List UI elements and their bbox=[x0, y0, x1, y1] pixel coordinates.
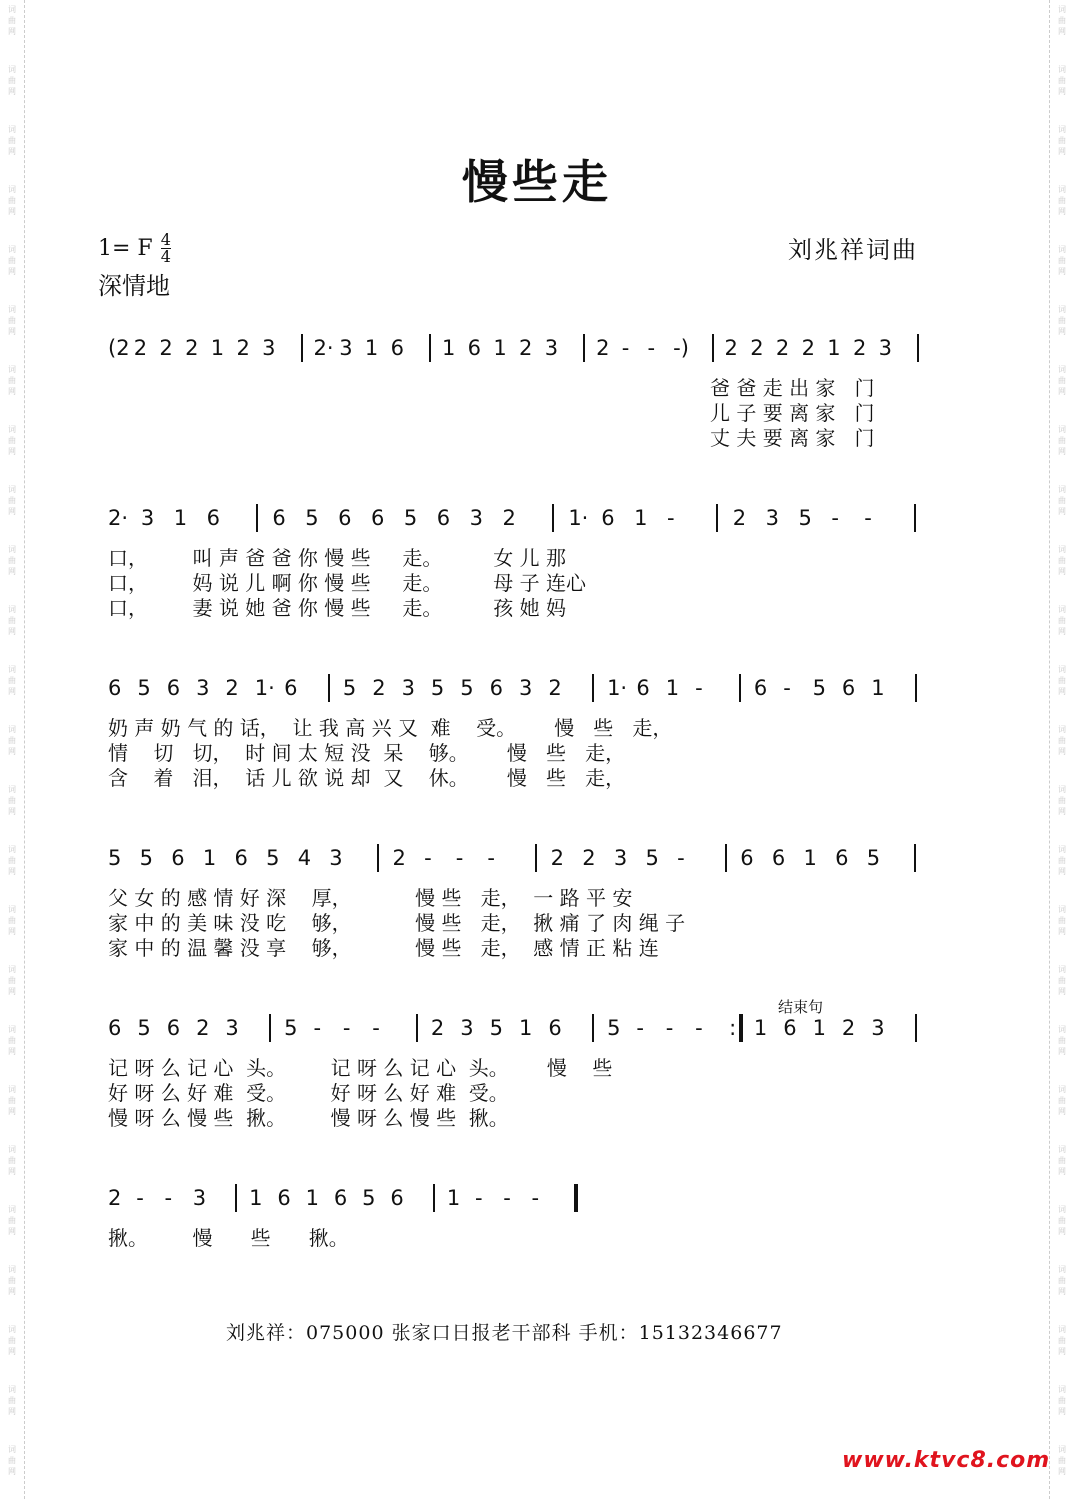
note: 3 bbox=[519, 676, 533, 700]
notes-line bbox=[100, 1010, 940, 1050]
note: 1 bbox=[249, 1186, 263, 1210]
note: 6 bbox=[234, 846, 248, 870]
note: 2 bbox=[550, 846, 564, 870]
note: 6 bbox=[601, 506, 615, 530]
note: 6 bbox=[166, 676, 181, 700]
watermark-text: 词 曲 网 bbox=[1058, 1025, 1066, 1056]
watermark-text: 词 曲 网 bbox=[8, 245, 16, 276]
time-signature bbox=[161, 232, 171, 265]
note: 2 bbox=[196, 1016, 210, 1040]
note: 1· bbox=[607, 676, 628, 700]
note: 5 bbox=[812, 676, 826, 700]
lyrics-block bbox=[100, 882, 940, 960]
note: 3 bbox=[871, 1016, 885, 1040]
note: 5 bbox=[403, 506, 418, 530]
note: 5 bbox=[798, 506, 812, 530]
watermark-text: 词 曲 网 bbox=[8, 5, 16, 36]
note: 2 bbox=[430, 1016, 445, 1040]
note: 2 bbox=[841, 1016, 856, 1040]
right-watermark-strip bbox=[1049, 0, 1074, 1499]
watermark-text: 词 曲 网 bbox=[1058, 1145, 1066, 1176]
note: - bbox=[695, 1016, 703, 1040]
note: - bbox=[531, 1186, 540, 1210]
bar-line bbox=[301, 334, 303, 362]
lyric-line: 爸 爸 走 出 家 门 bbox=[710, 376, 875, 400]
watermark-text: 词 曲 网 bbox=[8, 545, 16, 576]
lyric-line: 揪。 慢 些 揪。 bbox=[108, 1226, 349, 1250]
bar-line bbox=[416, 1014, 418, 1042]
note: 1 bbox=[519, 1016, 533, 1040]
key-label: 1= F bbox=[98, 236, 153, 261]
bar-line bbox=[716, 504, 718, 532]
note: 2 bbox=[732, 506, 747, 530]
note: 3 bbox=[140, 506, 155, 530]
note: 5 bbox=[489, 1016, 504, 1040]
bar-line bbox=[235, 1184, 237, 1212]
note: - bbox=[864, 506, 872, 530]
watermark-text: 词 曲 网 bbox=[1058, 725, 1066, 756]
note: 1 bbox=[446, 1186, 461, 1210]
note: 1 bbox=[827, 336, 841, 360]
lyrics-block bbox=[100, 542, 940, 620]
note: - bbox=[342, 1016, 351, 1040]
note: 1 bbox=[202, 846, 217, 870]
note: 5 bbox=[139, 846, 153, 870]
note: 2 bbox=[724, 336, 738, 360]
note: 3 bbox=[878, 336, 892, 360]
lyric-line: 好 呀 么 好 难 受。 好 呀 么 好 难 受。 bbox=[108, 1081, 509, 1105]
note: 1· bbox=[254, 676, 275, 700]
note: - bbox=[487, 846, 495, 870]
lyrics-block bbox=[100, 1052, 940, 1130]
bar-line bbox=[552, 504, 554, 532]
note: 3 bbox=[339, 336, 353, 360]
watermark-text: 词 曲 网 bbox=[8, 305, 16, 336]
repeat-sign: : bbox=[729, 1016, 737, 1040]
note: 5 bbox=[866, 846, 881, 870]
lyrics-block bbox=[100, 712, 940, 790]
note: 1 bbox=[753, 1016, 768, 1040]
note: 2 bbox=[548, 676, 562, 700]
note: 6 bbox=[489, 676, 504, 700]
lyric-line: 口， 妈 说 儿 啊 你 慢 些 走。 母 子 连心 bbox=[108, 571, 587, 595]
note: 3 bbox=[225, 1016, 239, 1040]
page-title: 慢些走 bbox=[462, 155, 612, 209]
note: 2 bbox=[392, 846, 406, 870]
note: 2 bbox=[133, 336, 148, 360]
key-signature bbox=[98, 232, 171, 265]
note: 5 bbox=[645, 846, 659, 870]
bar-line bbox=[592, 1014, 594, 1042]
note: 6 bbox=[467, 336, 481, 360]
note: - bbox=[666, 506, 675, 530]
bar-line bbox=[725, 844, 727, 872]
lyrics-block bbox=[100, 1222, 940, 1250]
note: - bbox=[636, 1016, 644, 1040]
section-label: 结束句 bbox=[778, 998, 824, 1016]
note: 5 bbox=[460, 676, 474, 700]
lyric-line: 含 着 泪， 话 儿 欲 说 却 又 休。 慢 些 走， bbox=[108, 766, 626, 790]
bar-line bbox=[739, 674, 741, 702]
note: 1 bbox=[493, 336, 507, 360]
author-credit: 刘兆祥词曲 bbox=[788, 236, 918, 264]
note: 6 bbox=[841, 676, 856, 700]
footer-contact: 刘兆祥：075000 张家口日报老干部科 手机：15132346677 bbox=[226, 1322, 783, 1344]
note: 6 bbox=[108, 1016, 122, 1040]
note: - bbox=[621, 336, 630, 360]
note: 5 bbox=[137, 1016, 151, 1040]
note: - bbox=[313, 1016, 322, 1040]
note: 6 bbox=[371, 506, 385, 530]
lyric-line: 父 女 的 感 情 好 深 厚， 慢 些 走， 一 路 平 安 bbox=[108, 886, 633, 910]
lyric-line: 记 呀 么 记 心 头。 记 呀 么 记 心 头。 慢 些 bbox=[108, 1056, 613, 1080]
bar-line bbox=[583, 334, 585, 362]
lyric-line: 口， 妻 说 她 爸 你 慢 些 走。 孩 她 妈 bbox=[108, 596, 567, 620]
note: 6 bbox=[171, 846, 185, 870]
note: 2· bbox=[313, 336, 334, 360]
watermark-text: 词 曲 网 bbox=[8, 785, 16, 816]
watermark-text: 词 曲 网 bbox=[8, 1025, 16, 1056]
note: (2 bbox=[108, 336, 130, 360]
note: - bbox=[695, 676, 703, 700]
note: 1 bbox=[210, 336, 225, 360]
left-watermark-strip bbox=[0, 0, 25, 1499]
note: - bbox=[164, 1186, 173, 1210]
lyric-line: 儿 子 要 离 家 门 bbox=[710, 401, 875, 425]
watermark-text: 词 曲 网 bbox=[1058, 425, 1066, 456]
lyric-line: 情 切 切， 时 间 太 短 没 呆 够。 慢 些 走， bbox=[108, 741, 626, 765]
watermark-text: 词 曲 网 bbox=[1058, 665, 1066, 696]
note: 2 bbox=[159, 336, 173, 360]
note: 6 bbox=[206, 506, 220, 530]
watermark-text: 词 曲 网 bbox=[1058, 1385, 1066, 1416]
watermark-text: 词 曲 网 bbox=[1058, 305, 1066, 336]
note: 3 bbox=[196, 676, 210, 700]
note: 6 bbox=[390, 1186, 404, 1210]
site-logo: www.ktvc8.com bbox=[842, 1448, 1051, 1473]
watermark-text: 词 曲 网 bbox=[8, 1085, 16, 1116]
watermark-text: 词 曲 网 bbox=[1058, 545, 1066, 576]
tempo-marking: 深情地 bbox=[98, 272, 170, 300]
watermark-text: 词 曲 网 bbox=[1058, 1445, 1066, 1476]
note: 1 bbox=[634, 506, 648, 530]
note: 2 bbox=[519, 336, 533, 360]
watermark-text: 词 曲 网 bbox=[1058, 1325, 1066, 1356]
note: 6 bbox=[740, 846, 754, 870]
watermark-text: 词 曲 网 bbox=[1058, 605, 1066, 636]
lyric-line: 口， 叫 声 爸 爸 你 慢 些 走。 女 儿 那 bbox=[108, 546, 567, 570]
note: 1 bbox=[364, 336, 379, 360]
watermark-text: 词 曲 网 bbox=[1058, 905, 1066, 936]
watermark-text: 词 曲 网 bbox=[8, 1265, 16, 1296]
bar-line bbox=[256, 504, 258, 532]
watermark-text: 词 曲 网 bbox=[1058, 1085, 1066, 1116]
note: 2 bbox=[596, 336, 610, 360]
bar-line bbox=[592, 674, 594, 702]
bar-line bbox=[712, 334, 714, 362]
note: 3 bbox=[765, 506, 779, 530]
bar-line bbox=[429, 334, 431, 362]
watermark-text: 词 曲 网 bbox=[8, 365, 16, 396]
note: 2 bbox=[372, 676, 386, 700]
watermark-text: 词 曲 网 bbox=[8, 1205, 16, 1236]
note: 6 bbox=[338, 506, 352, 530]
note: 2 bbox=[225, 676, 239, 700]
note: - bbox=[665, 1016, 674, 1040]
note: 2 bbox=[582, 846, 596, 870]
note: - bbox=[647, 336, 656, 360]
note: 1 bbox=[305, 1186, 320, 1210]
note: - bbox=[372, 1016, 380, 1040]
note: 6 bbox=[108, 676, 122, 700]
watermark-text: 词 曲 网 bbox=[8, 665, 16, 696]
watermark-text: 词 曲 网 bbox=[1058, 965, 1066, 996]
watermark-text: 词 曲 网 bbox=[8, 965, 16, 996]
note: 5 bbox=[430, 676, 445, 700]
note: 6 bbox=[783, 1016, 797, 1040]
bar-line bbox=[915, 674, 917, 702]
watermark-text: 词 曲 网 bbox=[8, 1445, 16, 1476]
note: 6 bbox=[390, 336, 404, 360]
watermark-text: 词 曲 网 bbox=[8, 905, 16, 936]
lyric-line: 丈 夫 要 离 家 门 bbox=[710, 426, 875, 450]
time-sig-bottom: 4 bbox=[160, 247, 171, 266]
note: - bbox=[424, 846, 432, 870]
note: 6 bbox=[277, 1186, 291, 1210]
watermark-text: 词 曲 网 bbox=[1058, 65, 1066, 96]
note: 6 bbox=[272, 506, 286, 530]
bar-line bbox=[917, 334, 919, 362]
note: - bbox=[677, 846, 685, 870]
note: 6 bbox=[771, 846, 786, 870]
note: 3 bbox=[329, 846, 343, 870]
note: 1 bbox=[812, 1016, 826, 1040]
note: 4 bbox=[297, 846, 312, 870]
note: 5 bbox=[284, 1016, 298, 1040]
note: 1· bbox=[568, 506, 589, 530]
lyric-line: 慢 呀 么 慢 些 揪。 慢 呀 么 慢 些 揪。 bbox=[108, 1106, 509, 1130]
note: 1 bbox=[803, 846, 817, 870]
watermark-text: 词 曲 网 bbox=[8, 1385, 16, 1416]
bar-line bbox=[739, 1014, 743, 1042]
note: 6 bbox=[166, 1016, 181, 1040]
watermark-text: 词 曲 网 bbox=[1058, 185, 1066, 216]
note: 5 bbox=[362, 1186, 376, 1210]
watermark-text: 词 曲 网 bbox=[8, 845, 16, 876]
note: 6 bbox=[333, 1186, 348, 1210]
notes-line bbox=[100, 1180, 940, 1220]
note: - bbox=[503, 1186, 511, 1210]
note: 5 bbox=[137, 676, 151, 700]
note: 3 bbox=[613, 846, 628, 870]
note: 5 bbox=[305, 506, 319, 530]
note: - bbox=[455, 846, 464, 870]
watermark-text: 词 曲 网 bbox=[1058, 5, 1066, 36]
note: 3 bbox=[460, 1016, 474, 1040]
note: - bbox=[136, 1186, 144, 1210]
note: 2 bbox=[775, 336, 790, 360]
note: 3 bbox=[262, 336, 276, 360]
watermark-text: 词 曲 网 bbox=[1058, 245, 1066, 276]
watermark-text: 词 曲 网 bbox=[8, 125, 16, 156]
note: 2 bbox=[236, 336, 250, 360]
watermark-text: 词 曲 网 bbox=[8, 425, 16, 456]
note: 3 bbox=[401, 676, 415, 700]
watermark-text: 词 曲 网 bbox=[1058, 125, 1066, 156]
bar-line bbox=[535, 844, 537, 872]
note: 1 bbox=[665, 676, 680, 700]
notes-line bbox=[100, 330, 940, 370]
note: - bbox=[783, 676, 791, 700]
bar-line bbox=[915, 1014, 917, 1042]
note: 3 bbox=[544, 336, 559, 360]
notes-line bbox=[100, 840, 940, 880]
note: 1 bbox=[173, 506, 188, 530]
bar-line bbox=[433, 1184, 435, 1212]
note: 5 bbox=[342, 676, 357, 700]
watermark-text: 词 曲 网 bbox=[8, 1145, 16, 1176]
note: 6 bbox=[436, 506, 451, 530]
note: 6 bbox=[835, 846, 849, 870]
lyric-line: 奶 声 奶 气 的 话， 让 我 高 兴 又 难 受。 慢 些 走， bbox=[108, 716, 673, 740]
note: - bbox=[831, 506, 839, 530]
lyric-line: 家 中 的 温 馨 没 享 够， 慢 些 走， 感 情 正 粘 连 bbox=[108, 936, 659, 960]
watermark-text: 词 曲 网 bbox=[8, 1325, 16, 1356]
note: -) bbox=[673, 336, 689, 360]
note: 6 bbox=[636, 676, 650, 700]
note: 1 bbox=[441, 336, 456, 360]
watermark-text: 词 曲 网 bbox=[1058, 785, 1066, 816]
bar-line bbox=[914, 504, 916, 532]
watermark-text: 词 曲 网 bbox=[1058, 1265, 1066, 1296]
time-sig-top: 4 bbox=[160, 230, 171, 249]
watermark-text: 词 曲 网 bbox=[8, 605, 16, 636]
watermark-text: 词 曲 网 bbox=[8, 725, 16, 756]
watermark-text: 词 曲 网 bbox=[1058, 485, 1066, 516]
note: 3 bbox=[192, 1186, 207, 1210]
note: 3 bbox=[469, 506, 484, 530]
watermark-text: 词 曲 网 bbox=[1058, 845, 1066, 876]
note: 2 bbox=[750, 336, 764, 360]
watermark-text: 词 曲 网 bbox=[8, 65, 16, 96]
watermark-text: 词 曲 网 bbox=[8, 185, 16, 216]
notes-line bbox=[100, 670, 940, 710]
lyric-line: 家 中 的 美 味 没 吃 够， 慢 些 走， 揪 痛 了 肉 绳 子 bbox=[108, 911, 686, 935]
bar-line bbox=[574, 1184, 578, 1212]
bar-line bbox=[377, 844, 379, 872]
watermark-text: 词 曲 网 bbox=[8, 485, 16, 516]
note: 2 bbox=[108, 1186, 122, 1210]
note: 2 bbox=[852, 336, 867, 360]
note: 5 bbox=[266, 846, 280, 870]
note: - bbox=[475, 1186, 483, 1210]
watermark-text: 词 曲 网 bbox=[1058, 1205, 1066, 1236]
note: 5 bbox=[108, 846, 122, 870]
note: 2· bbox=[108, 506, 129, 530]
watermark-text: 词 曲 网 bbox=[1058, 365, 1066, 396]
note: 5 bbox=[607, 1016, 621, 1040]
notes-line bbox=[100, 500, 940, 540]
note: 6 bbox=[753, 676, 768, 700]
note: 2 bbox=[801, 336, 815, 360]
note: 6 bbox=[284, 676, 298, 700]
note: 1 bbox=[871, 676, 885, 700]
note: 2 bbox=[185, 336, 199, 360]
note: 6 bbox=[548, 1016, 562, 1040]
bar-line bbox=[328, 674, 330, 702]
lyrics-block bbox=[100, 372, 940, 450]
note: 2 bbox=[502, 506, 516, 530]
bar-line bbox=[914, 844, 916, 872]
bar-line bbox=[269, 1014, 271, 1042]
